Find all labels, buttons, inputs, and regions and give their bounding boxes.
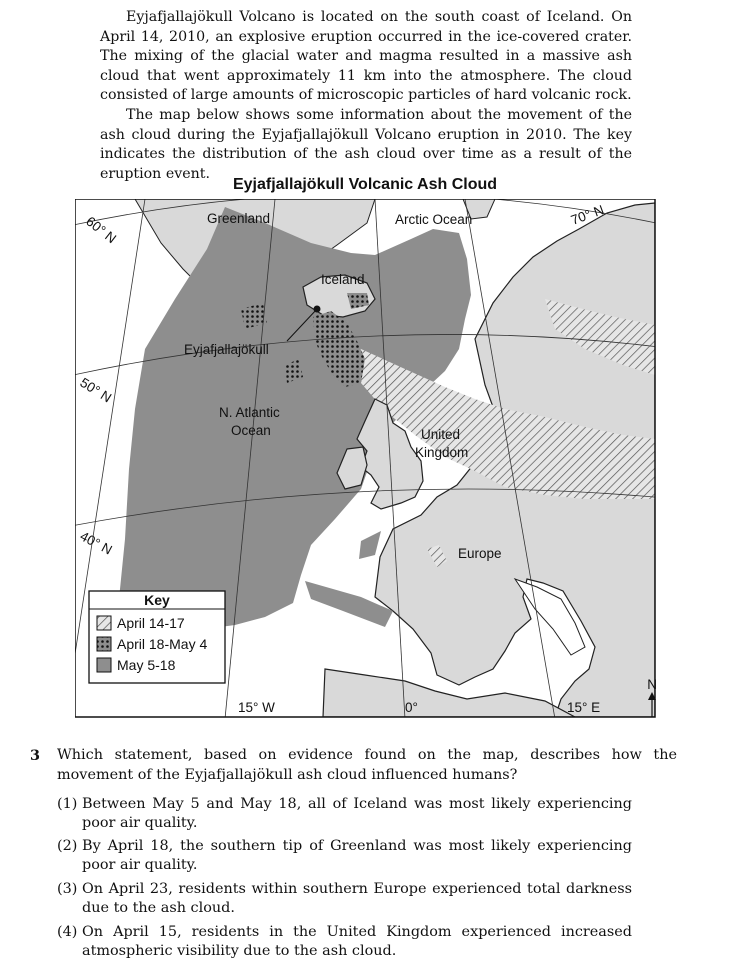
option-text: On April 23, residents within southern Europe experienced total darkness due to the ash cloud.: [82, 881, 632, 916]
option-text: On April 15, residents in the United Kingdom experienced increased atmospheric visibility due to the ash cloud.: [82, 924, 632, 959]
answer-option-4[interactable]: [57, 923, 632, 961]
label-iceland: Iceland: [321, 272, 365, 287]
lon-15w: 15° W: [238, 700, 275, 715]
intro-paragraph-2: The map below shows some information about the movement of the ash cloud during the Eyjafjallajökull Volcano eruption in 2010. The key indicates the distribution of the ash cloud over time as a result of the eruption event.: [100, 107, 632, 182]
label-uk-2: Kingdom: [415, 445, 469, 460]
key-item-1: April 14-17: [117, 615, 185, 631]
key-item-3: May 5-18: [117, 657, 176, 673]
label-atlantic-2: Ocean: [231, 423, 271, 438]
answer-option-1[interactable]: [57, 795, 632, 833]
label-volcano: Eyjafjallajökull: [184, 342, 269, 357]
option-number: (2): [57, 838, 78, 854]
lat-60: 60° N: [83, 213, 120, 247]
question-text: Which statement, based on evidence found on the map, describes how the movement of the Eyjafjallajökull ash cloud influenced humans?: [57, 747, 677, 783]
key-item-2: April 18-May 4: [117, 636, 208, 652]
option-text: By April 18, the southern tip of Greenland was most likely experiencing poor air quality.: [82, 838, 632, 873]
answer-option-2[interactable]: [57, 837, 632, 875]
option-number: (1): [57, 796, 78, 812]
lat-50: 50° N: [77, 374, 115, 406]
key-title: Key: [144, 592, 170, 608]
question-number: 3: [30, 747, 41, 764]
lon-15e: 15° E: [567, 700, 601, 715]
key-swatch-dots: [97, 637, 111, 651]
lat-40: 40° N: [77, 528, 115, 558]
label-greenland: Greenland: [207, 211, 271, 226]
ash-cloud-map: [75, 199, 657, 719]
map-key: [89, 591, 225, 683]
answer-option-3[interactable]: [57, 880, 632, 918]
label-europe: Europe: [458, 546, 502, 561]
key-swatch-gray: [97, 658, 111, 672]
svg-text:N: N: [647, 677, 657, 692]
lon-0: 0°: [405, 700, 418, 715]
map-title: Eyjafjallajökull Volcanic Ash Cloud: [232, 176, 498, 193]
key-swatch-hatch: [97, 616, 111, 630]
label-arctic-ocean: Arctic Ocean: [395, 212, 473, 227]
option-number: (3): [57, 881, 78, 897]
label-uk-1: United: [421, 427, 461, 442]
intro-paragraph-1: Eyjafjallajökull Volcano is located on the south coast of Iceland. On April 14, 2010, an explosive eruption occurred in the ice-covered crater. The mixing of the glacial water and magma resulted in a massive ash cloud that went approximately 11 km into the atmosphere. The cloud consisted of large amounts of microscopic particles of hard volcanic rock.: [100, 9, 632, 104]
label-atlantic-1: N. Atlantic: [219, 405, 280, 420]
lat-70: 70° N: [568, 202, 606, 228]
option-number: (4): [57, 924, 78, 940]
option-text: Between May 5 and May 18, all of Iceland was most likely experiencing poor air quality.: [82, 796, 632, 831]
